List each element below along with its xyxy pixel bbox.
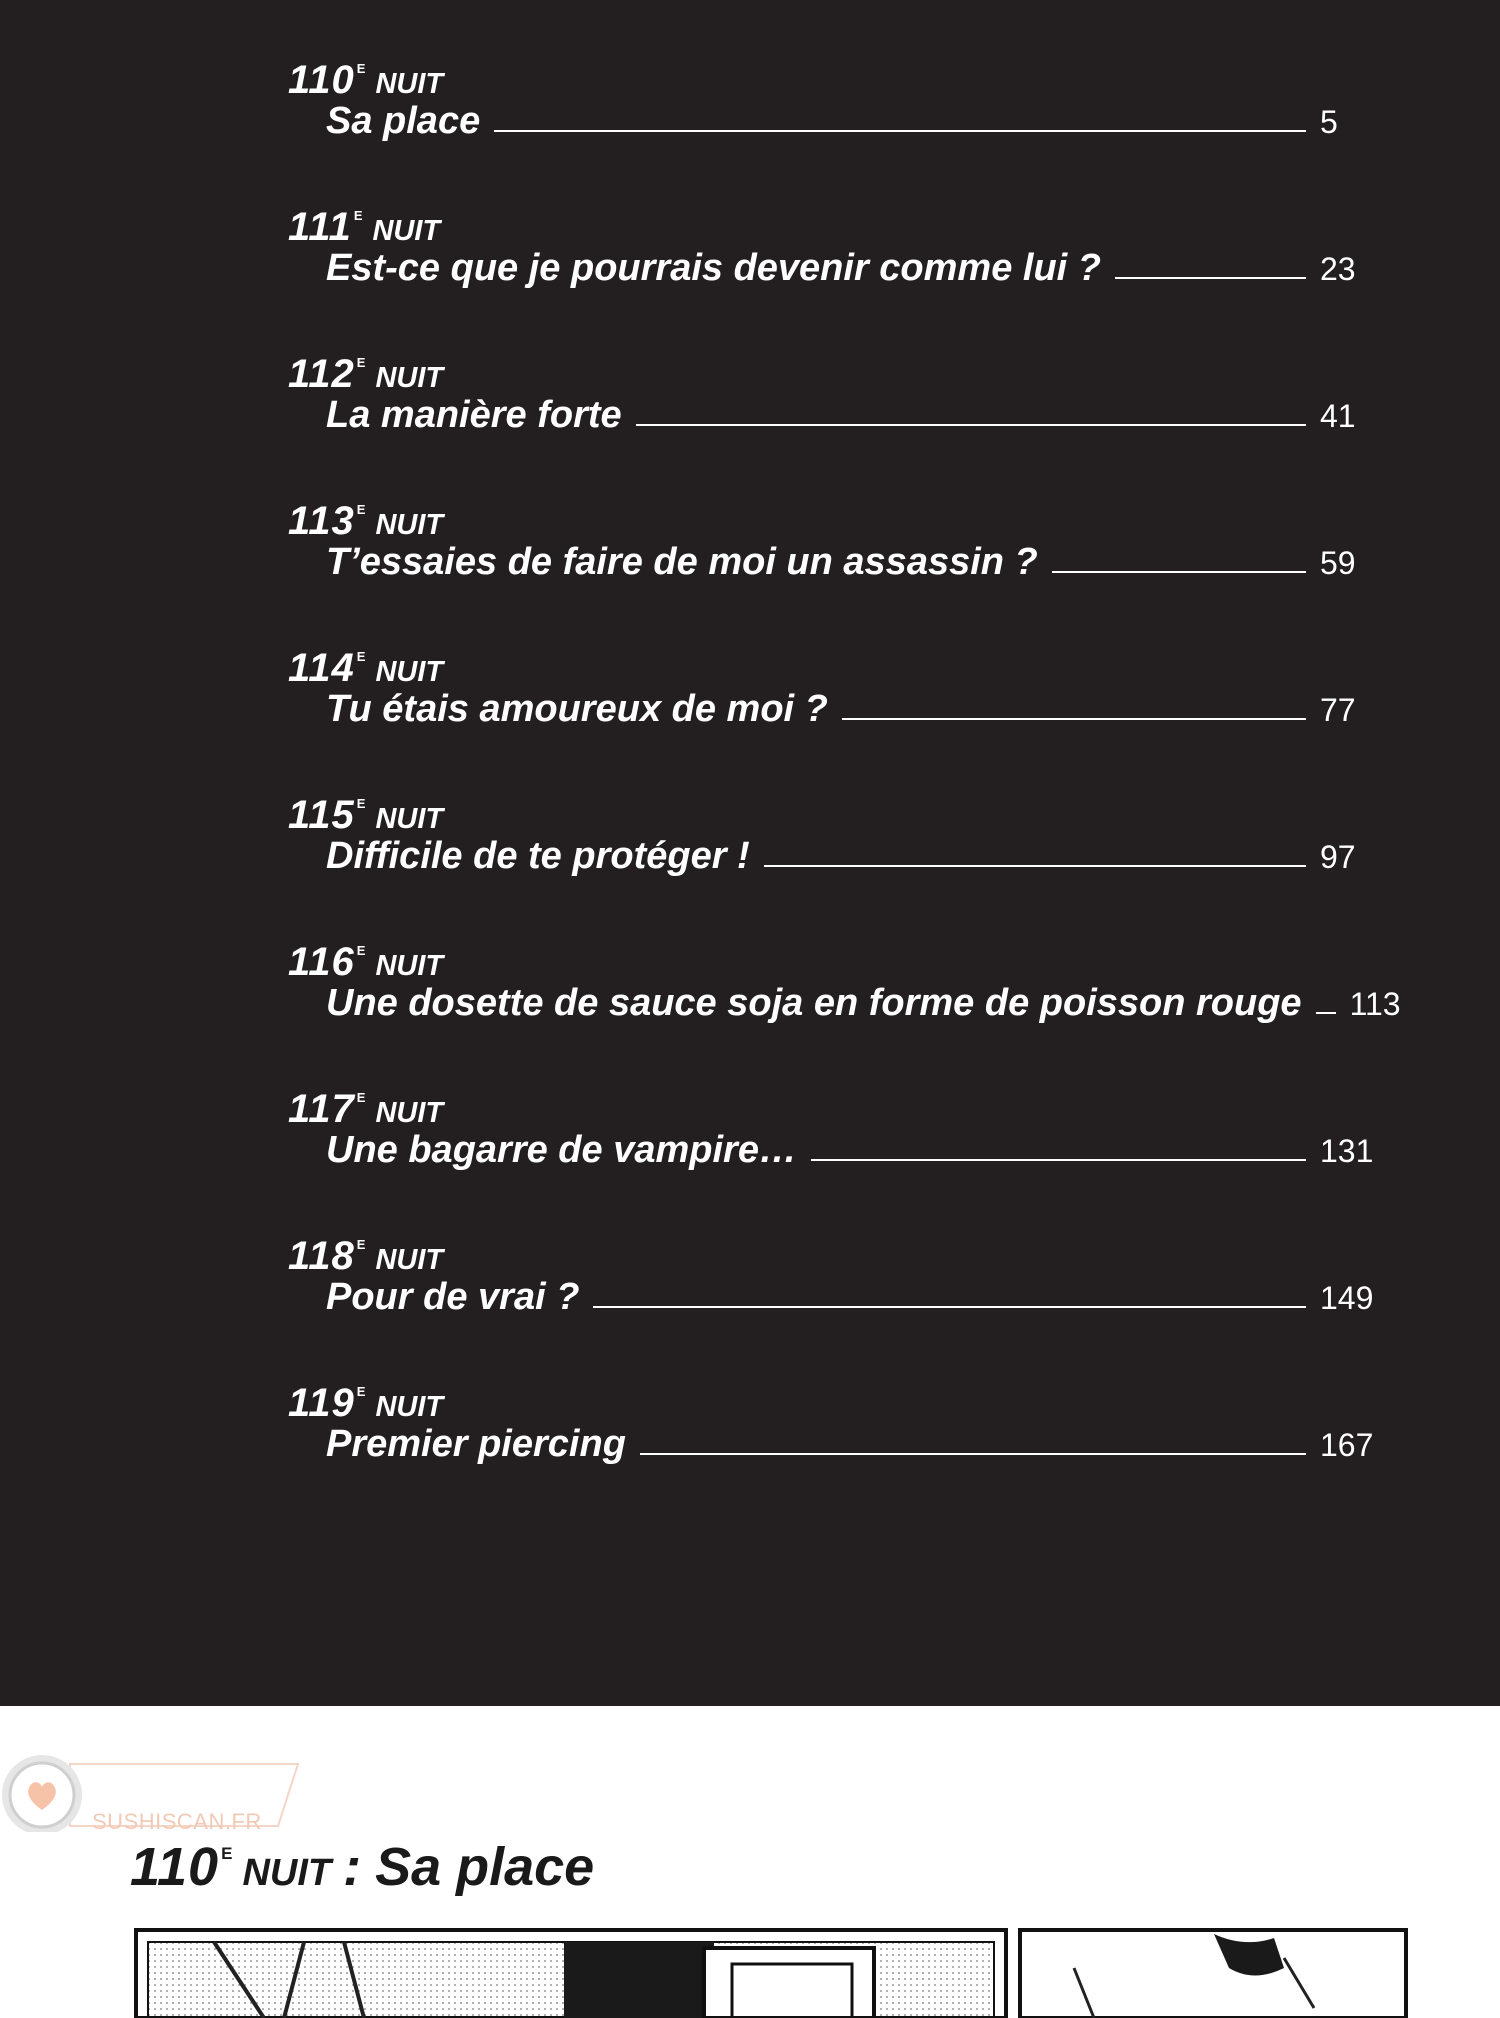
toc-entry (0, 940, 1500, 1080)
toc-title-row (326, 1423, 1373, 1473)
toc-entry (0, 1087, 1500, 1227)
chapter-title: Sa place (375, 1837, 595, 1897)
toc-title-row (326, 982, 1401, 1032)
toc-page-number: 59 (1320, 545, 1356, 581)
chapter-separator: : (343, 1837, 362, 1897)
toc-chapter-label (288, 793, 443, 838)
toc-chapter-word: NUIT (375, 509, 444, 541)
toc-title-row (326, 835, 1356, 885)
toc-chapter-title: Sa place (326, 100, 481, 142)
toc-leader-line (636, 394, 1306, 426)
toc-title-row (326, 688, 1356, 738)
chapter-page (0, 1706, 1500, 2000)
toc-page-number: 77 (1320, 692, 1356, 728)
toc-chapter-number: 115 (288, 793, 355, 837)
toc-chapter-label (288, 940, 443, 985)
toc-title-row (326, 247, 1356, 297)
toc-chapter-number: 110 (288, 58, 355, 102)
toc-leader-line (842, 688, 1306, 720)
toc-title-row (326, 394, 1356, 444)
toc-chapter-number: 114 (288, 646, 355, 690)
toc-entry (0, 499, 1500, 639)
toc-chapter-word: NUIT (375, 1097, 444, 1129)
toc-leader-line (811, 1129, 1306, 1161)
toc-leader-line (764, 835, 1306, 867)
toc-chapter-superscript: E (356, 355, 366, 370)
toc-chapter-number: 111 (288, 205, 352, 249)
toc-entry (0, 1234, 1500, 1374)
toc-chapter-label (288, 499, 443, 544)
chapter-heading (130, 1836, 594, 1898)
toc-chapter-word: NUIT (375, 1391, 444, 1423)
toc-title-row (326, 1276, 1373, 1326)
toc-chapter-number: 113 (288, 499, 355, 543)
toc-chapter-superscript: E (356, 649, 366, 664)
toc-chapter-number: 119 (288, 1381, 355, 1425)
toc-entry (0, 205, 1500, 345)
chapter-superscript: E (221, 1844, 233, 1863)
toc-chapter-number: 118 (288, 1234, 355, 1278)
toc-page-number: 23 (1320, 251, 1356, 287)
toc-page-number: 41 (1320, 398, 1356, 434)
toc-chapter-superscript: E (356, 1090, 366, 1105)
toc-entry (0, 58, 1500, 198)
toc-leader-line (1316, 982, 1336, 1014)
toc-chapter-number: 116 (288, 940, 355, 984)
toc-chapter-title: Tu étais amoureux de moi ? (326, 688, 828, 730)
toc-chapter-superscript: E (356, 61, 366, 76)
toc-chapter-label (288, 58, 443, 103)
toc-page-number: 5 (1320, 104, 1338, 140)
toc-page-number: 149 (1320, 1280, 1374, 1316)
toc-title-row (326, 541, 1356, 591)
toc-chapter-superscript: E (353, 208, 363, 223)
toc-chapter-word: NUIT (375, 656, 444, 688)
toc-chapter-title: Une dosette de sauce soja en forme de poisson rouge (326, 982, 1302, 1024)
toc-entry (0, 646, 1500, 786)
toc-chapter-title: Pour de vrai ? (326, 1276, 580, 1318)
toc-chapter-label (288, 205, 440, 250)
toc-page-number: 97 (1320, 839, 1356, 875)
toc-chapter-title: Une bagarre de vampire… (326, 1129, 797, 1171)
toc-entry (0, 1381, 1500, 1521)
toc-chapter-title: Difficile de te protéger ! (326, 835, 750, 877)
toc-leader-line (494, 100, 1306, 132)
toc-leader-line (1052, 541, 1306, 573)
toc-chapter-number: 117 (288, 1087, 355, 1131)
toc-chapter-label (288, 352, 443, 397)
toc-chapter-title: La manière forte (326, 394, 622, 436)
manga-panels (134, 1928, 1410, 2018)
toc-chapter-superscript: E (356, 502, 366, 517)
toc-entry (0, 793, 1500, 933)
chapter-word: NUIT (242, 1852, 332, 1894)
toc-title-row (326, 1129, 1373, 1179)
toc-page-number: 113 (1349, 986, 1401, 1022)
toc-title-row (326, 100, 1338, 150)
watermark (0, 1746, 310, 1832)
toc-leader-line (1115, 247, 1306, 279)
watermark-text: SUSHISCAN.FR (92, 1809, 262, 1834)
toc-chapter-superscript: E (356, 796, 366, 811)
toc-chapter-word: NUIT (375, 1244, 444, 1276)
toc-leader-line (640, 1423, 1306, 1455)
toc-chapter-title: Premier piercing (326, 1423, 626, 1465)
toc-chapter-superscript: E (356, 1237, 366, 1252)
toc-chapter-label (288, 646, 443, 691)
toc-chapter-number: 112 (288, 352, 355, 396)
toc-chapter-title: Est-ce que je pourrais devenir comme lui ? (326, 247, 1102, 289)
toc-page-number: 167 (1320, 1427, 1374, 1463)
toc-chapter-label (288, 1234, 443, 1279)
toc-chapter-word: NUIT (375, 362, 444, 394)
toc-chapter-word: NUIT (375, 950, 444, 982)
toc-chapter-word: NUIT (372, 215, 441, 247)
toc-chapter-word: NUIT (375, 68, 444, 100)
toc-chapter-superscript: E (356, 943, 366, 958)
toc-entry (0, 352, 1500, 492)
chapter-number: 110 (130, 1837, 220, 1897)
toc-chapter-label (288, 1087, 443, 1132)
toc-chapter-superscript: E (356, 1384, 366, 1399)
toc-chapter-word: NUIT (375, 803, 444, 835)
toc-page-number: 131 (1320, 1133, 1374, 1169)
toc-chapter-label (288, 1381, 443, 1426)
toc-chapter-title: T’essaies de faire de moi un assassin ? (326, 541, 1038, 583)
toc-leader-line (593, 1276, 1306, 1308)
